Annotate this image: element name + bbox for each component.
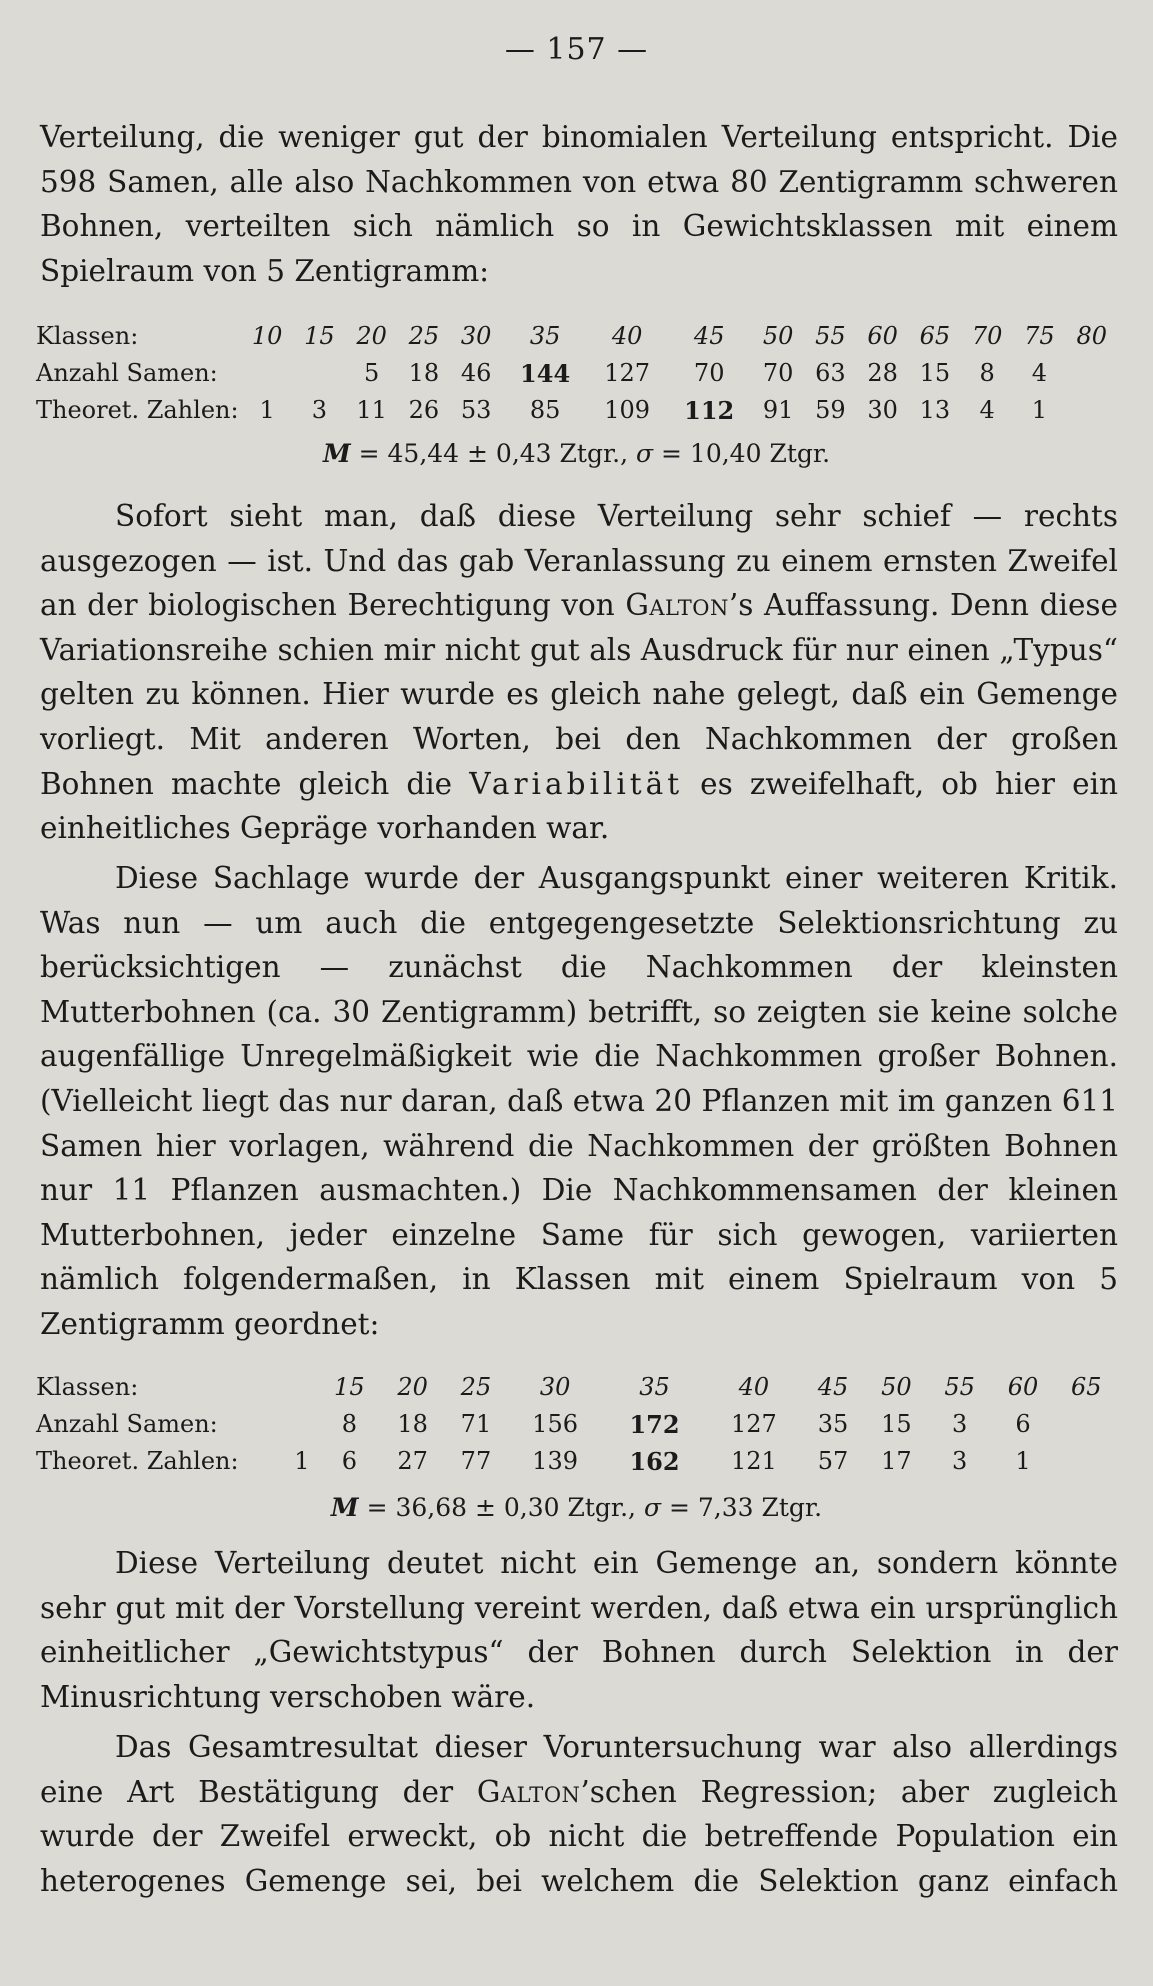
table-cell: 109 (604, 396, 651, 424)
row-label: Klassen: (36, 1373, 139, 1401)
table-cell: 80 (1076, 322, 1108, 350)
table-cell: 46 (460, 359, 492, 387)
table-cell: 20 (356, 322, 387, 350)
table-cell: 162 (629, 1447, 680, 1476)
table-cell (286, 1369, 318, 1406)
table-cell: 17 (881, 1447, 912, 1475)
table-cell: 1 (1015, 1447, 1031, 1475)
table-cell: 156 (532, 1410, 578, 1438)
row-label: Theoret. Zahlen: (36, 1447, 239, 1475)
table-cell: 65 (919, 322, 951, 350)
distribution-table-large-beans (36, 318, 1118, 429)
table-cell: 15 (881, 1410, 912, 1438)
table-cell (1066, 392, 1118, 429)
table-cell: 85 (529, 396, 561, 424)
paragraph-5 (40, 1725, 1118, 1903)
table-cell: 40 (738, 1373, 770, 1401)
classes-row (36, 1369, 1118, 1406)
table-cell: 70 (693, 359, 725, 387)
sigma-symbol: σ (636, 439, 654, 468)
table-cell: 30 (460, 322, 492, 350)
table-cell: 6 (341, 1447, 357, 1475)
formula-small-beans (0, 1490, 1153, 1526)
table-cell: 71 (460, 1410, 492, 1438)
row-label: Anzahl Samen: (36, 1410, 218, 1438)
table-cell: 5 (363, 359, 380, 387)
table-cell: 60 (867, 322, 898, 350)
table-cell: 30 (539, 1373, 571, 1401)
paragraph-2 (40, 494, 1118, 851)
table-cell: 13 (919, 396, 951, 424)
paragraph-3-text: Diese Sachlage wurde der Ausgangspunkt einer weiteren Kritik. Was nun — um auch die entgegengesetzte Selektionsrichtung zu berücksichtigen — zunächst die Nachkommen der kleinsten Mutterbohnen (ca. 30 Zentigramm) betrifft, so zeigten sie keine solche augenfällige Unregelmäßigkeit wie die Nachkommen großer Bohnen. (Vielleicht liegt das nur daran, daß etwa 20 Pflanzen mit im ganzen 611 Samen hier vorlagen, während die Nachkommen der größten Bohnen nur 11 Pflanzen ausmachten.) Die Nachkommensamen der kleinen Mutterbohnen, jeder einzelne Same für sich gewogen, variierten nämlich folgendermaßen, in Klassen mit einem Spielraum von 5 Zentigramm geordnet: (40, 861, 1118, 1341)
table-cell: 35 (639, 1373, 670, 1401)
table-cell: 35 (817, 1410, 849, 1438)
table-cell: 20 (397, 1373, 428, 1401)
table-cell (241, 355, 293, 392)
author-name: Galton (476, 1774, 581, 1809)
table-cell: 8 (341, 1410, 357, 1438)
table-cell: 10 (251, 322, 283, 350)
distribution-table-small-beans (36, 1369, 1118, 1480)
table-cell: 172 (629, 1410, 680, 1439)
table-cell: 15 (304, 322, 335, 350)
table-cell: 40 (611, 322, 643, 350)
emphasized-word: Variabilität (469, 766, 684, 801)
row-label: Anzahl Samen: (36, 359, 218, 387)
theoretical-row (36, 392, 1118, 429)
table-cell: 3 (952, 1447, 968, 1475)
table-cell: 50 (762, 322, 794, 350)
table-cell: 28 (867, 359, 898, 387)
table-cell: 25 (408, 322, 440, 350)
table-cell: 55 (815, 322, 846, 350)
table-cell: 45 (693, 322, 725, 350)
row-label: Klassen: (36, 322, 139, 350)
table-cell: 91 (762, 396, 794, 424)
mean-value: = 36,68 ± 0,30 Ztgr., (366, 1493, 636, 1522)
mean-value: = 45,44 ± 0,43 Ztgr., (358, 439, 629, 468)
author-name: Galton (625, 588, 729, 623)
mean-symbol: M (322, 439, 351, 468)
table-cell: 53 (460, 396, 492, 424)
counts-row (36, 355, 1118, 392)
table-cell: 30 (867, 396, 898, 424)
table-cell: 70 (971, 322, 1003, 350)
paragraph-5-text: Das Gesamtresultat dieser Voruntersuchung war also allerdings eine Art Bestätigung der Galton’schen Regression; aber zugleich wurde der Zweifel erweckt, ob nicht die betreffende Population ein heterogenes Gemenge sei, bei welchem die Selektion ganz einfach (40, 1730, 1118, 1898)
counts-row (36, 1406, 1118, 1443)
table-cell: 60 (1007, 1373, 1039, 1401)
table-cell: 75 (1024, 322, 1055, 350)
table-cell: 144 (520, 359, 571, 388)
sigma-symbol: σ (643, 1493, 662, 1522)
table-cell: 139 (532, 1447, 578, 1475)
table-cell: 121 (730, 1447, 777, 1475)
table-cell: 26 (408, 396, 440, 424)
paragraph-3 (40, 856, 1118, 1347)
table-cell: 1 (1031, 396, 1048, 424)
table-cell: 1 (294, 1447, 310, 1475)
table-cell: 127 (604, 359, 651, 387)
table-cell: 63 (815, 359, 846, 387)
row-label: Theoret. Zahlen: (36, 396, 239, 424)
formula-large-beans (0, 436, 1153, 472)
table-cell: 55 (944, 1373, 975, 1401)
table-cell: 45 (817, 1373, 849, 1401)
table-cell: 6 (1015, 1410, 1031, 1438)
sigma-value: = 7,33 Ztgr. (668, 1493, 823, 1522)
table-cell (1055, 1443, 1118, 1480)
table-cell: 127 (730, 1410, 777, 1438)
paragraph-1-text: Verteilung, die weniger gut der binomialen Verteilung entspricht. Die 598 Samen, alle also Nachkommen von etwa 80 Zentigramm schweren Bohnen, verteilten sich nämlich so in Gewichtsklassen mit einem Spielraum von 5 Zentigramm: (40, 120, 1118, 288)
table-cell: 15 (334, 1373, 365, 1401)
table-cell: 35 (529, 322, 561, 350)
table-cell: 65 (1071, 1373, 1102, 1401)
page-number: — 157 — (504, 32, 649, 67)
table-cell (286, 1406, 318, 1443)
table-cell: 3 (952, 1410, 968, 1438)
table-cell (293, 355, 345, 392)
table-cell (1066, 355, 1118, 392)
table-cell: 50 (881, 1373, 912, 1401)
table-cell: 4 (979, 396, 995, 424)
table-cell: 27 (397, 1447, 428, 1475)
table-cell: 112 (684, 396, 735, 425)
table-cell: 3 (311, 396, 328, 424)
paragraph-1 (40, 115, 1118, 293)
table-cell: 18 (397, 1410, 428, 1438)
paragraph-4 (40, 1541, 1118, 1719)
table-cell (1055, 1406, 1118, 1443)
table-cell: 70 (762, 359, 794, 387)
sigma-value: = 10,40 Ztgr. (661, 439, 831, 468)
mean-symbol: M (330, 1493, 359, 1522)
table-cell: 77 (460, 1447, 492, 1475)
table-cell: 8 (979, 359, 995, 387)
table-cell: 1 (259, 396, 275, 424)
table-cell: 25 (460, 1373, 492, 1401)
paragraph-4-text: Diese Verteilung deutet nicht ein Gemenge an, sondern könnte sehr gut mit der Vorstellung vereint werden, daß etwa ein ursprünglich einheitlicher „Gewichtstypus“ der Bohnen durch Selektion in der Minusrichtung verschoben wäre. (40, 1546, 1118, 1714)
table-cell: 18 (408, 359, 440, 387)
theoretical-row (36, 1443, 1118, 1480)
table-cell: 59 (815, 396, 846, 424)
table-cell: 11 (356, 396, 387, 424)
table-cell: 4 (1031, 359, 1048, 387)
classes-row (36, 318, 1118, 355)
table-cell: 15 (919, 359, 951, 387)
paragraph-2-text: Sofort sieht man, daß diese Verteilung sehr schief — rechts ausgezogen — ist. Und das gab Veranlassung zu einem ernsten Zweifel an der biologischen Berechtigung von Galton’s Auffassung. Denn diese Variationsreihe schien mir nicht gut als Ausdruck für nur einen „Typus“ gelten zu können. Hier wurde es gleich nahe gelegt, daß ein Gemenge vorliegt. Mit anderen Worten, bei den Nachkommen der großen Bohnen machte gleich die Variabilität es zweifelhaft, ob hier ein einheitliches Gepräge vorhanden war. (40, 499, 1118, 846)
table-cell: 57 (817, 1447, 849, 1475)
